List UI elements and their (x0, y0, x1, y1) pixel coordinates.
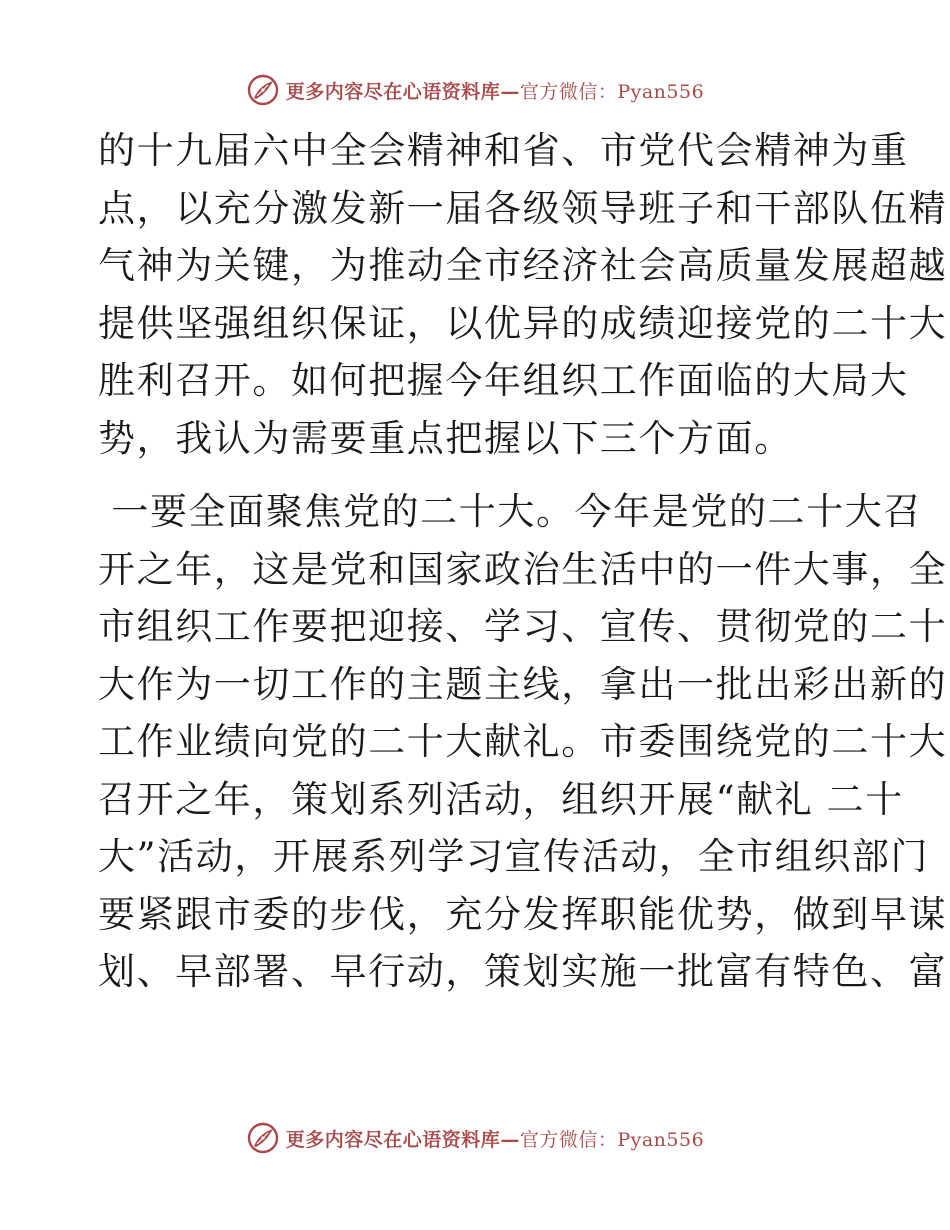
paragraph-spacer (98, 467, 858, 483)
document-body (98, 122, 948, 1001)
text-line: 市组织工作要把迎接、学习、宣传、贯彻党的二十 (98, 605, 948, 648)
text-line: 工作业绩向党的二十大献礼。市委围绕党的二十大 (98, 720, 948, 763)
pen-nib-logo-icon (246, 1121, 280, 1155)
text-line: 提供坚强组织保证，以优异的成绩迎接党的二十大 (98, 301, 948, 345)
paragraph-1 (98, 122, 948, 467)
text-line: 召开之年，策划系列活动，组织开展“献礼 二十 (98, 777, 904, 821)
header-text (286, 77, 704, 104)
text-line: 一要全面聚焦党的二十大。今年是党的二十大召 (98, 490, 922, 533)
text-line: 大作为一切工作的主题主线，拿出一批出彩出新的 (98, 662, 948, 706)
text-line: 胜利召开。如何把握今年组织工作面临的大局大 (98, 359, 909, 402)
footer-wechat-label: 官方微信： (519, 1128, 618, 1151)
text-line: 点，以充分激发新一届各级领导班子和干部队伍精 (98, 186, 948, 230)
header-watermark (0, 70, 950, 110)
footer-text (286, 1125, 704, 1152)
header-wechat-label: 官方微信： (519, 80, 618, 103)
paragraph-2 (98, 483, 948, 1001)
text-line: 气神为关键，为推动全市经济社会高质量发展超越 (98, 244, 948, 287)
footer-site-text: 更多内容尽在心语资料库 (285, 1128, 501, 1151)
text-line: 要紧跟市委的步伐，充分发挥职能优势，做到早谋 (98, 892, 948, 936)
footer-separator: — (500, 1128, 520, 1151)
header-separator: — (500, 80, 520, 103)
pen-nib-logo-icon (246, 73, 280, 107)
text-line: 势，我认为需要重点把握以下三个方面。 (98, 416, 793, 460)
footer-watermark (0, 1118, 950, 1158)
footer-wechat-id: Pyan556 (617, 1128, 705, 1151)
text-line: 的十九届六中全会精神和省、市党代会精神为重 (98, 129, 909, 172)
text-line: 大”活动，开展系列学习宣传活动，全市组织部门 (98, 835, 930, 878)
text-line: 开之年，这是党和国家政治生活中的一件大事，全 (98, 547, 948, 591)
header-site-text: 更多内容尽在心语资料库 (285, 80, 501, 103)
header-wechat-id: Pyan556 (617, 80, 705, 103)
text-line: 划、早部署、早行动，策划实施一批富有特色、富 (98, 950, 948, 993)
